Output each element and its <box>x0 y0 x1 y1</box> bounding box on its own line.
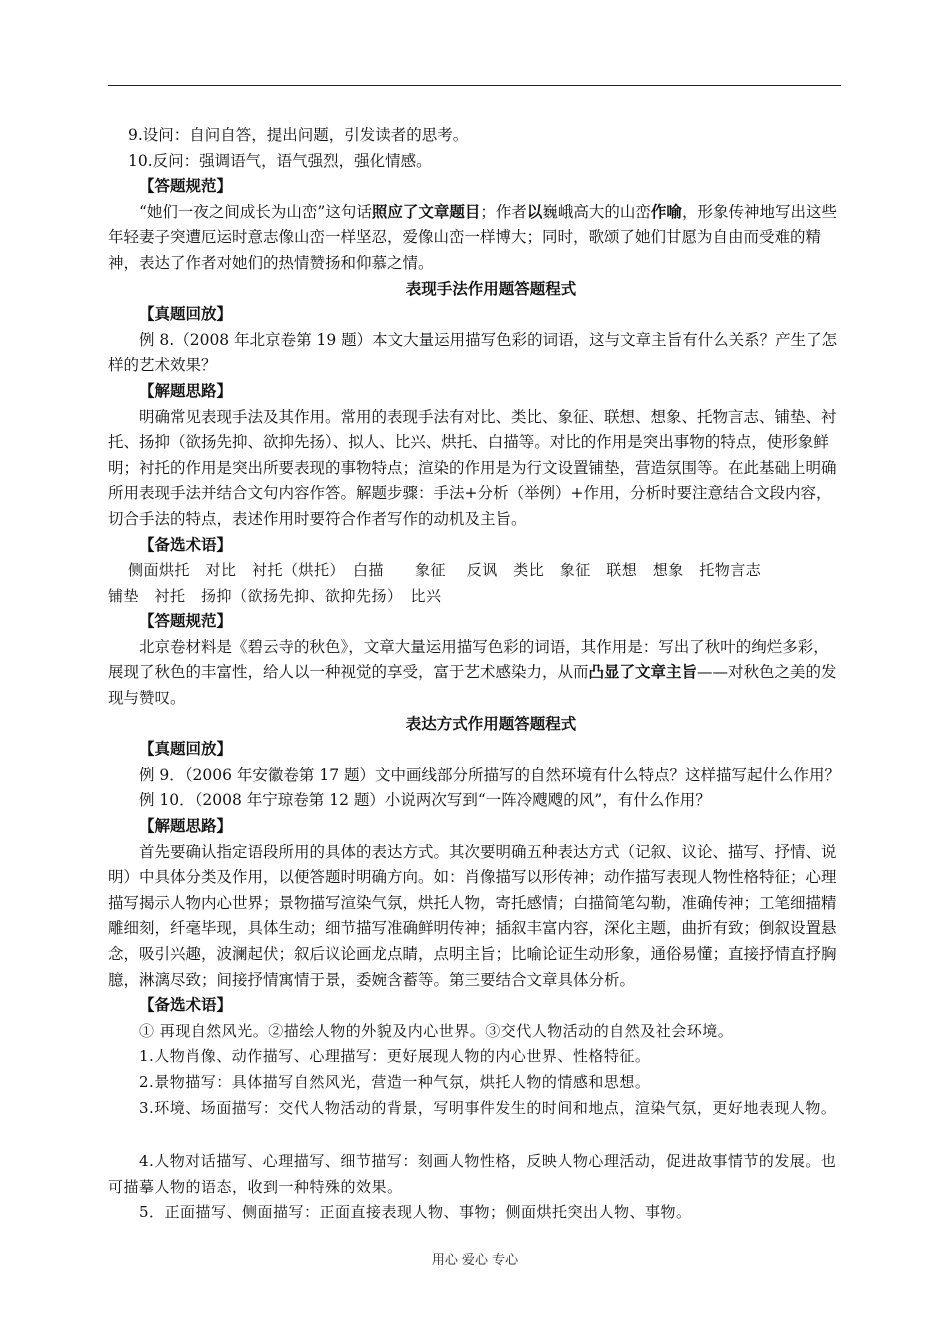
rhetoric-item-10: 10.反问：强调语气，语气强烈，强化情感。 <box>128 151 432 170</box>
term-item: 3.环境、场面描写：交代人物活动的背景，写明事件发生的时间和地点，渲染气氛，更好地表现人物。 <box>139 1098 837 1117</box>
term-list: 铺垫 衬托 扬抑（欲扬先抑、欲抑先扬） 比兴 <box>108 586 442 605</box>
solution-paragraph: 明确常见表现手法及其作用。常用的表现手法有对比、类比、象征、联想、想象、托物言志、铺垫、衬托、扬抑（欲扬先抑、欲抑先扬）、拟人、比兴、烘托、白描等。对比的作用是突出事物的特点，使形象鲜明；衬托的作用是突出所要表现的事物特点；渲染的作用是为行文设置铺垫，营造氛围等。在此基础上明确所用表现手法并结合文句内容作答。解题步骤：手法+分析（举例）+作用，分析时要注意结合文段内容，切合手法的特点，表述作用时要符合作者写作的动机及主旨。 <box>108 407 837 528</box>
term-list: 侧面烘托 对比 衬托（烘托） 白描 象征 反讽 类比 象征 联想 想象 托物言志 <box>128 561 762 580</box>
section-heading: 【答题规范】 <box>139 177 233 196</box>
section-heading: 【答题规范】 <box>139 612 233 631</box>
section-heading: 【备选术语】 <box>139 996 233 1015</box>
example-question: 例 10．（2008 年宁琼卷第 12 题）小说两次写到“一阵冷飕飕的风”，有什么作用？ <box>139 791 711 810</box>
section-heading: 【真题回放】 <box>139 305 233 324</box>
page-footer: 用心 爱心 专心 <box>431 1253 519 1268</box>
spacer <box>108 1121 844 1149</box>
term-item: ① 再现自然风光。②描绘人物的外貌及内心世界。③交代人物活动的自然及社会环境。 <box>139 1021 734 1040</box>
answer-paragraph: 北京卷材料是《碧云寺的秋色》，文章大量运用描写色彩的词语，其作用是：写出了秋叶的绚烂多彩，展现了秋色的丰富性，给人以一种视觉的享受，富于艺术感染力，从而凸显了文章主旨——对秋色之美的发现与赞叹。 <box>108 637 837 708</box>
term-item: 5．正面描写、侧面描写：正面直接表现人物、事物；侧面烘托突出人物、事物。 <box>139 1203 692 1222</box>
term-item: 2.景物描写：具体描写自然风光，营造一种气氛，烘托人物的情感和思想。 <box>139 1072 651 1091</box>
section-heading: 【解题思路】 <box>139 817 233 836</box>
section-heading: 【真题回放】 <box>139 740 233 759</box>
section-heading: 【备选术语】 <box>139 535 233 554</box>
section-title: 表现手法作用题答题程式 <box>405 279 577 298</box>
example-question: 例 9．（2006 年安徽卷第 17 题）文中画线部分所描写的自然环境有什么特点？这样描写起什么作用？ <box>139 765 840 784</box>
rhetoric-item-9: 9.设问：自问自答，提出问题，引发读者的思考。 <box>128 126 469 144</box>
section-heading: 【解题思路】 <box>139 381 233 400</box>
header-rule <box>108 85 841 86</box>
solution-paragraph: 首先要确认指定语段所用的具体的表达方式。其次要明确五种表达方式（记叙、议论、描写、抒情、说明）中具体分类及作用，以便答题时明确方向。如：肖像描写以形传神；动作描写表现人物性格特征；心理描写揭示人物内心世界；景物描写渲染气氛，烘托人物，寄托感情；白描简笔勾勒，准确传神；工笔细描精雕细刻，纤毫毕现，具体生动；细节描写准确鲜明传神；插叙丰富内容，深化主题，曲折有致；倒叙设置悬念，吸引兴趣，波澜起伏；叙后议论画龙点睛，点明主旨；比喻论证生动形象，通俗易懂；直接抒情直抒胸臆，淋漓尽致；间接抒情寓情于景，委婉含蓄等。第三要结合文章具体分析。 <box>108 842 837 989</box>
example-question: 例 8.（2008 年北京卷第 19 题）本文大量运用描写色彩的词语，这与文章主旨有什么关系？产生了怎样的艺术效果？ <box>108 330 838 375</box>
answer-paragraph: “她们一夜之间成长为山峦”这句话照应了文章题目；作者以巍峨高大的山峦作喻，形象传神地写出这些年轻妻子突遭厄运时意志像山峦一样坚忍，爱像山峦一样博大；同时，歌颂了她们甘愿为自由而受难的精神，表达了作者对她们的热情赞扬和仰慕之情。 <box>108 202 837 272</box>
term-item: 4.人物对话描写、心理描写、细节描写：刻画人物性格，反映人物心理活动，促进故事情节的发展。也可描摹人物的语态，收到一种特殊的效果。 <box>108 1152 837 1196</box>
page-body <box>108 123 844 1226</box>
term-item: 1.人物肖像、动作描写、心理描写：更好展现人物的内心世界、性格特征。 <box>139 1047 651 1066</box>
section-title: 表达方式作用题答题程式 <box>405 714 577 733</box>
